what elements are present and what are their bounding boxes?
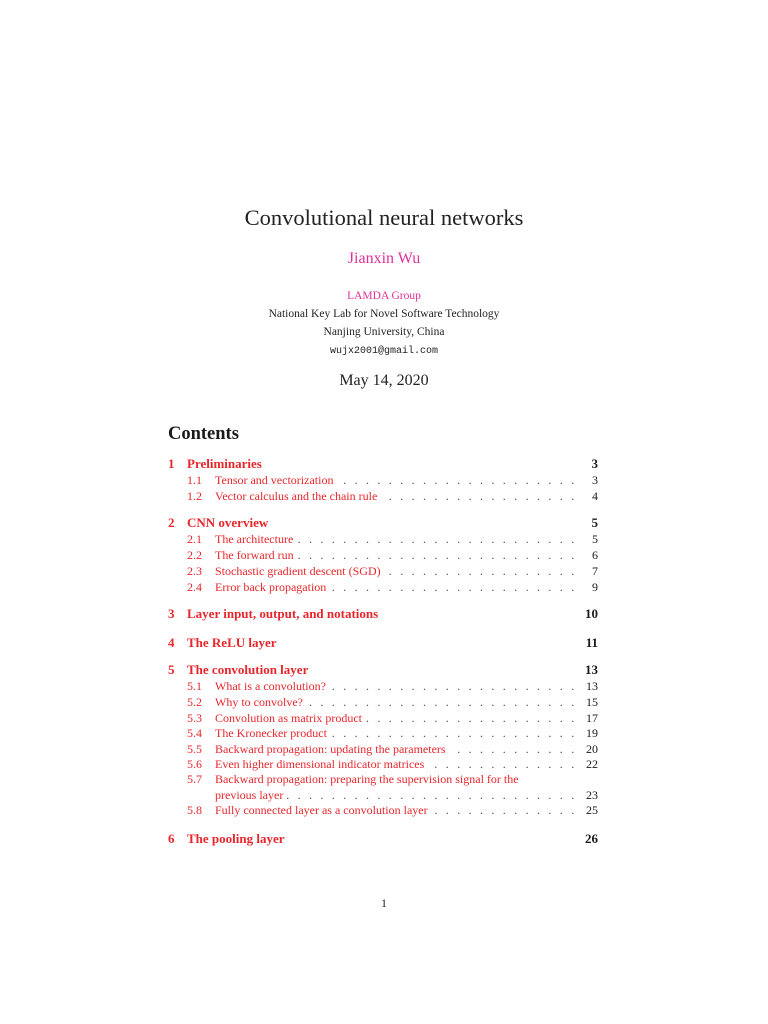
toc-subsection-5-6[interactable] (168, 756, 600, 772)
toc-subsection-2-2[interactable] (168, 547, 600, 563)
toc-section-title: The convolution layer (187, 662, 309, 677)
toc-subsection-title: Even higher dimensional indicator matrices (215, 756, 427, 772)
toc-subsection-number: 5.1 (187, 679, 202, 693)
toc-page-number: 11 (580, 635, 598, 651)
toc-subsection-number: 5.8 (187, 803, 202, 817)
toc-subsection-title: The architecture (215, 531, 296, 547)
toc-section-4[interactable] (168, 635, 600, 651)
toc-page-number: 26 (579, 831, 598, 847)
toc-subsection-5-5[interactable] (168, 741, 600, 757)
toc-subsection-title: What is a convolution? (215, 678, 329, 694)
toc-page-number: 6 (586, 547, 598, 563)
toc-section-6[interactable] (168, 831, 600, 847)
toc-subsection-5-1[interactable] (168, 678, 600, 694)
toc-page-number: 17 (580, 710, 598, 726)
page-number: 1 (381, 896, 387, 910)
toc-subsection-number: 2.1 (187, 532, 202, 546)
paper-title: Convolutional neural networks (244, 205, 524, 230)
toc-subsection-title: Fully connected layer as a convolution layer (215, 802, 431, 818)
affiliation-group[interactable]: LAMDA Group (347, 290, 421, 302)
author-name[interactable]: Jianxin Wu (347, 250, 421, 267)
toc-page-number: 19 (580, 725, 598, 741)
toc-subsection-number: 5.3 (187, 711, 202, 725)
toc-subsection-1-1[interactable] (168, 472, 600, 488)
toc-subsection-5-8[interactable] (168, 802, 600, 818)
toc-subsection-number: 5.6 (187, 757, 202, 771)
toc-subsection-number: 2.4 (187, 580, 202, 594)
toc-section-title: The pooling layer (187, 831, 285, 846)
toc-page-number: 10 (579, 606, 598, 622)
author-email: wujx2001@gmail.com (329, 346, 439, 357)
toc-page-number: 7 (586, 563, 598, 579)
affiliation-university: Nanjing University, China (323, 326, 445, 338)
toc-section-3[interactable] (168, 606, 600, 622)
toc-page-number: 5 (586, 531, 598, 547)
toc-page-number: 5 (586, 515, 599, 531)
contents-heading: Contents (168, 424, 239, 444)
toc-subsection-title: Error back propagation (215, 579, 329, 595)
paper-date: May 14, 2020 (339, 372, 429, 389)
toc-subsection-title: Why to convolve? (215, 694, 306, 710)
toc-page-number: 13 (580, 678, 598, 694)
toc-section-title: Layer input, output, and notations (187, 606, 379, 621)
toc-section-2[interactable] (168, 515, 600, 531)
toc-page-number: 13 (579, 662, 598, 678)
toc-subsection-title: The Kronecker product (215, 725, 330, 741)
toc-page-number: 3 (586, 456, 599, 472)
toc-section-title: CNN overview (187, 515, 269, 530)
toc-subsection-title: Backward propagation: updating the parameters (215, 741, 449, 757)
toc-subsection-number: 5.7 (187, 772, 202, 786)
toc-subsection-number: 5.2 (187, 695, 202, 709)
toc-subsection-2-1[interactable] (168, 531, 600, 547)
toc-section-number: 4 (168, 635, 175, 650)
toc-section-number: 6 (168, 831, 175, 846)
toc-subsection-5-7[interactable] (168, 771, 600, 787)
toc-subsection-number: 1.1 (187, 473, 202, 487)
toc-subsection-title: The forward run (215, 547, 297, 563)
toc-subsection-5-3[interactable] (168, 710, 600, 726)
toc-subsection-number: 2.3 (187, 564, 202, 578)
toc-page-number: 9 (586, 579, 598, 595)
toc-subsection-number: 2.2 (187, 548, 202, 562)
toc-page-number: 4 (586, 488, 598, 504)
toc-subsection-title-continued: previous layer (215, 787, 286, 803)
toc-section-number: 5 (168, 662, 175, 677)
toc-subsection-title: Backward propagation: preparing the supervision signal for the (215, 771, 522, 787)
toc-subsection-title: Stochastic gradient descent (SGD) (215, 563, 384, 579)
affiliation-lab: National Key Lab for Novel Software Technology (268, 308, 500, 320)
toc-subsection-1-2[interactable] (168, 488, 600, 504)
toc-subsection-number: 5.5 (187, 742, 202, 756)
toc-page-number: 22 (580, 756, 598, 772)
toc-section-number: 2 (168, 515, 175, 530)
toc-section-title: Preliminaries (187, 456, 262, 471)
toc-subsection-number: 1.2 (187, 489, 202, 503)
toc-subsection-5-4[interactable] (168, 725, 600, 741)
toc-subsection-title: Convolution as matrix product (215, 710, 365, 726)
toc-page-number: 25 (580, 802, 598, 818)
toc-subsection-2-4[interactable] (168, 579, 600, 595)
toc-section-number: 1 (168, 456, 175, 471)
toc-page-number: 23 (580, 787, 598, 803)
toc-section-5[interactable] (168, 662, 600, 678)
toc-subsection-5-2[interactable] (168, 694, 600, 710)
toc-subsection-title: Tensor and vectorization (215, 472, 336, 488)
toc-section-1[interactable] (168, 456, 600, 472)
toc-section-number: 3 (168, 606, 175, 621)
toc-subsection-2-3[interactable] (168, 563, 600, 579)
toc-subsection-number: 5.4 (187, 726, 202, 740)
toc-page-number: 20 (580, 741, 598, 757)
toc-page-number: 3 (586, 472, 598, 488)
toc-section-title: The ReLU layer (187, 635, 277, 650)
toc-page-number: 15 (580, 694, 598, 710)
toc-subsection-title: Vector calculus and the chain rule (215, 488, 380, 504)
toc-subsection-5-7-continued[interactable] (168, 787, 600, 803)
